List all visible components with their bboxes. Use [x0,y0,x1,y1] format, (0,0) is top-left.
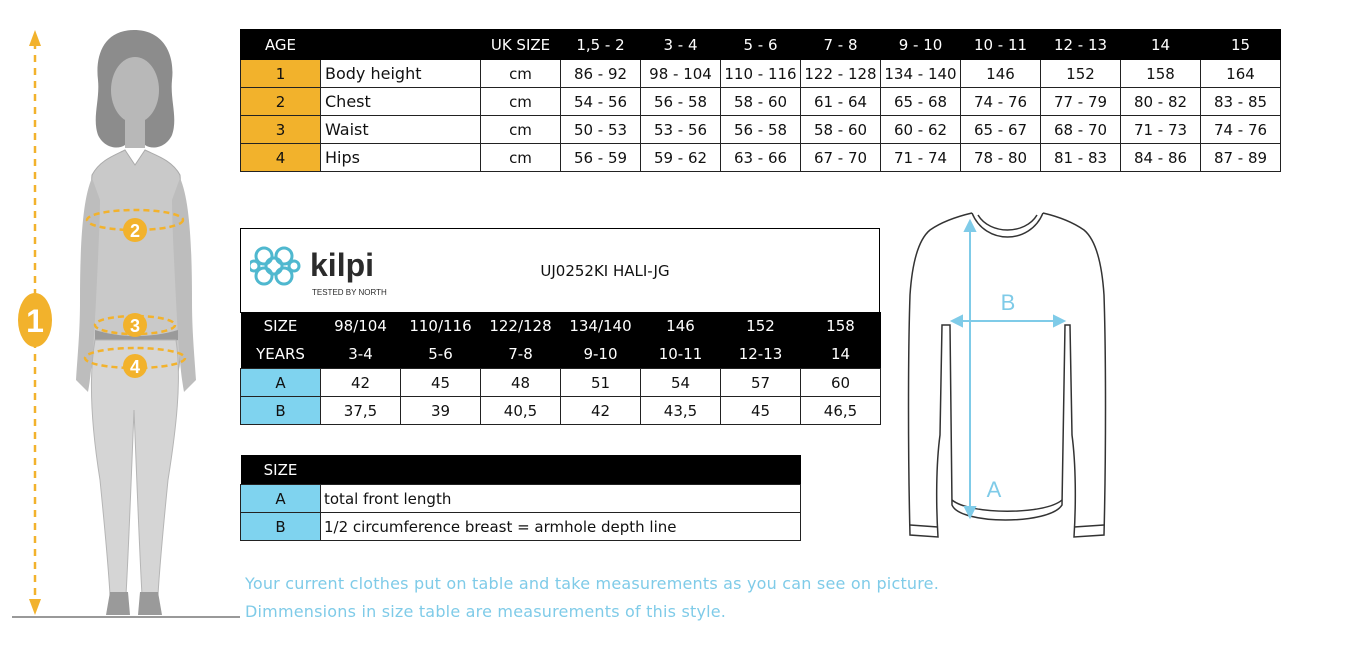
size-cell: 122/128 [481,312,561,340]
table-cell: 98 - 104 [641,60,721,88]
table-cell: 78 - 80 [961,144,1041,172]
table-cell: 77 - 79 [1041,88,1121,116]
table-cell: 83 - 85 [1201,88,1281,116]
table-row [241,369,881,397]
years-cell: 7-8 [481,340,561,369]
row-label: Waist [321,116,481,144]
header-cell: 12 - 13 [1041,30,1121,60]
figure-head [111,57,159,123]
table-cell: 40,5 [481,397,561,425]
table-cell: 134 - 140 [881,60,961,88]
arrow-a-top [965,221,975,231]
figure-legs [91,340,178,595]
garment-right-cuff [1074,525,1104,527]
table-cell: 152 [1041,60,1121,88]
garment-label-a: A [986,477,1002,502]
age-size-table [240,29,1281,172]
table-cell: 54 - 56 [561,88,641,116]
garment-label-b: B [1000,290,1016,315]
table-cell: 164 [1201,60,1281,88]
row-number: 1 [241,60,321,88]
table-cell: 67 - 70 [801,144,881,172]
row-label: Hips [321,144,481,172]
row-label: Body height [321,60,481,88]
marker-3: 3 [129,316,141,336]
size-label: SIZE [241,312,321,340]
measurement-legend-table [240,455,801,541]
header-cell: 5 - 6 [721,30,801,60]
garment-body [909,213,1106,537]
table-cell: 60 - 62 [881,116,961,144]
years-label: YEARS [241,340,321,369]
header-cell: AGE [241,30,321,60]
row-unit: cm [481,144,561,172]
marker-4: 4 [129,357,141,377]
size-cell: 134/140 [561,312,641,340]
table-cell: 63 - 66 [721,144,801,172]
header-cell: 1,5 - 2 [561,30,641,60]
table-cell: 74 - 76 [961,88,1041,116]
knot-icon [250,248,299,284]
table-cell: 122 - 128 [801,60,881,88]
table-row [241,485,801,513]
years-cell: 9-10 [561,340,641,369]
table-cell: 81 - 83 [1041,144,1121,172]
table-cell: 68 - 70 [1041,116,1121,144]
header-cell: 9 - 10 [881,30,961,60]
years-cell: 3-4 [321,340,401,369]
legend-header-blank [321,455,801,485]
figure-left-foot [106,592,130,615]
arrow-b-left [952,316,962,326]
table-cell: 71 - 73 [1121,116,1201,144]
table-cell: 37,5 [321,397,401,425]
row-label: Chest [321,88,481,116]
garment-collar [978,215,1037,230]
header-cell: UK SIZE [481,30,561,60]
figure-right-foot [138,592,162,615]
size-cell: 152 [721,312,801,340]
table-cell: 50 - 53 [561,116,641,144]
table-cell: 87 - 89 [1201,144,1281,172]
header-cell: 14 [1121,30,1201,60]
table-row [241,513,801,541]
size-cell: 110/116 [401,312,481,340]
arrow-b-right [1054,316,1064,326]
legend-header-row [241,455,801,485]
size-cell: 98/104 [321,312,401,340]
years-cell: 12-13 [721,340,801,369]
table-cell: 86 - 92 [561,60,641,88]
table-cell: 158 [1121,60,1201,88]
size-header-row [241,312,881,340]
table-cell: 71 - 74 [881,144,961,172]
age-table-header [241,30,1281,60]
brand-name: kilpi [310,247,375,283]
years-cell: 5-6 [401,340,481,369]
table-cell: 110 - 116 [721,60,801,88]
header-cell: 7 - 8 [801,30,881,60]
table-cell: 84 - 86 [1121,144,1201,172]
table-cell: 56 - 58 [721,116,801,144]
row-number: 4 [241,144,321,172]
garment-neckline [972,213,1043,237]
table-cell: 58 - 60 [801,116,881,144]
legend-description: total front length [321,485,801,513]
table-cell: 58 - 60 [721,88,801,116]
table-cell: 54 [641,369,721,397]
row-unit: cm [481,88,561,116]
body-measurement-figure [0,0,240,630]
row-number: 2 [241,88,321,116]
table-cell: 60 [801,369,881,397]
row-number: 3 [241,116,321,144]
row-letter: A [241,369,321,397]
header-cell: 15 [1201,30,1281,60]
marker-1: 1 [26,303,44,339]
header-cell [321,30,481,60]
table-cell: 43,5 [641,397,721,425]
table-cell: 42 [321,369,401,397]
table-row [241,397,881,425]
garment-left-cuff [910,525,938,527]
table-cell: 65 - 68 [881,88,961,116]
size-cell: 158 [801,312,881,340]
header-cell: 10 - 11 [961,30,1041,60]
table-cell: 46,5 [801,397,881,425]
marker-2: 2 [129,221,141,241]
figure-neck [125,118,145,148]
garment-sketch [900,205,1115,550]
row-unit: cm [481,60,561,88]
table-cell: 56 - 59 [561,144,641,172]
legend-letter: B [241,513,321,541]
kilpi-logo [250,238,400,300]
table-cell: 59 - 62 [641,144,721,172]
table-cell: 51 [561,369,641,397]
table-cell: 42 [561,397,641,425]
legend-header: SIZE [241,455,321,485]
instruction-note: Your current clothes put on table and take measurements as you can see on picture. [245,574,940,593]
table-cell: 56 - 58 [641,88,721,116]
dimension-note: Dimmensions in size table are measurements of this style. [245,602,727,621]
table-cell: 45 [721,397,801,425]
size-cell: 146 [641,312,721,340]
table-cell: 65 - 67 [961,116,1041,144]
table-cell: 80 - 82 [1121,88,1201,116]
row-unit: cm [481,116,561,144]
years-header-row [241,340,881,369]
style-code: UJ0252KI HALI-JG [540,262,670,280]
legend-description: 1/2 circumference breast = armhole depth line [321,513,801,541]
table-cell: 45 [401,369,481,397]
years-cell: 10-11 [641,340,721,369]
table-cell: 57 [721,369,801,397]
header-cell: 3 - 4 [641,30,721,60]
table-cell: 48 [481,369,561,397]
row-letter: B [241,397,321,425]
table-cell: 53 - 56 [641,116,721,144]
table-cell: 61 - 64 [801,88,881,116]
table-cell: 39 [401,397,481,425]
table-row [241,60,1281,88]
years-cell: 14 [801,340,881,369]
legend-letter: A [241,485,321,513]
table-row [241,88,1281,116]
table-row [241,116,1281,144]
brand-tagline: TESTED BY NORTH [312,288,387,297]
style-size-table [240,312,881,425]
height-arrow-top [29,30,41,46]
table-cell: 74 - 76 [1201,116,1281,144]
height-arrow-bottom [29,599,41,615]
table-cell: 146 [961,60,1041,88]
table-row [241,144,1281,172]
